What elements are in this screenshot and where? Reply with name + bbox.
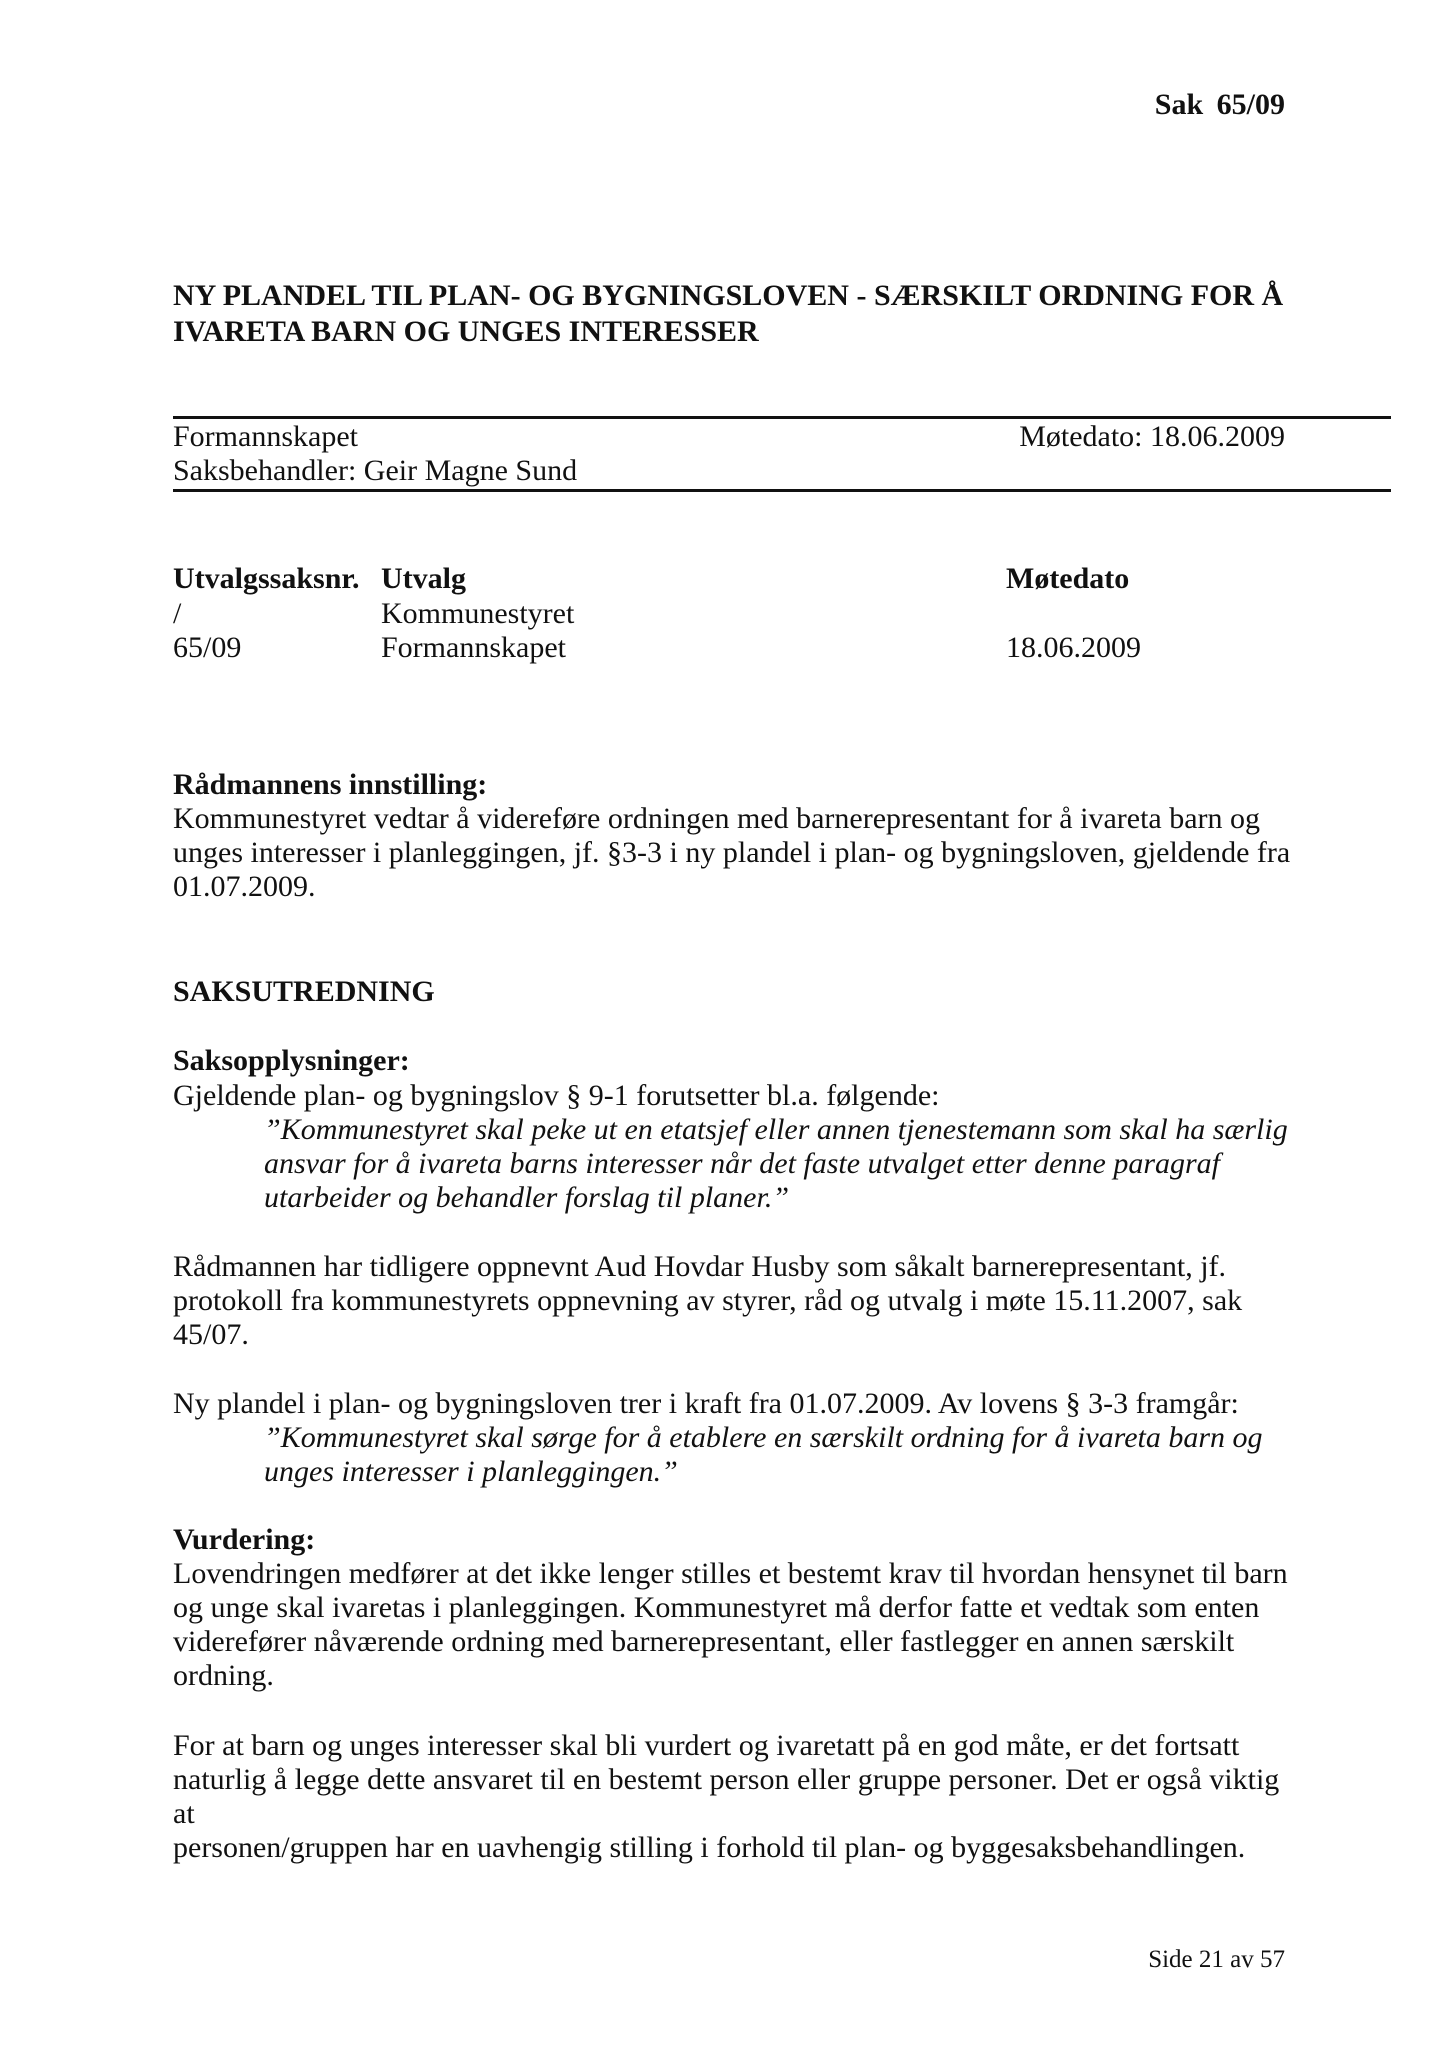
- quote-line: ”Kommunestyret skal sørge for å etablere en særskilt ordning for å ivareta barn og: [264, 1421, 1263, 1454]
- bottom-rule: [173, 489, 1391, 492]
- quote-line: unges interesser i planleggingen.”: [264, 1455, 678, 1488]
- text-line: 01.07.2009.: [173, 870, 316, 903]
- quote-line: ”Kommunestyret skal peke ut en etatsjef eller annen tjenestemann som skal ha særlig: [264, 1113, 1288, 1146]
- title-line: NY PLANDEL TIL PLAN- OG BYGNINGSLOVEN - SÆRSKILT ORDNING FOR Å: [173, 279, 1284, 312]
- quote-line: utarbeider og behandler forslag til planer.”: [264, 1181, 789, 1214]
- facts-heading: Saksopplysninger:: [173, 1044, 410, 1077]
- text-line: Kommunestyret vedtar å videreføre ordningen med barnerepresentant for å ivareta barn og: [173, 802, 1261, 835]
- table-cell-case-number: 65/09: [173, 631, 242, 664]
- meeting-date: Møtedato: 18.06.2009: [1019, 420, 1285, 453]
- text-line: Rådmannen har tidligere oppnevnt Aud Hovdar Husby som såkalt barnerepresentant, jf.: [173, 1250, 1227, 1283]
- committee-name: Formannskapet: [173, 420, 358, 453]
- case-reference: Sak 65/09: [1154, 88, 1285, 121]
- table-cell-meeting-date: 18.06.2009: [1006, 631, 1141, 664]
- text-line: og unge skal ivaretas i planleggingen. Kommunestyret må derfor fatte et vedtak som enten: [173, 1591, 1260, 1624]
- text-line: ordning.: [173, 1659, 274, 1692]
- recommendation-text: [173, 802, 1293, 904]
- text-line: Lovendringen medfører at det ikke lenger stilles et bestemt krav til hvordan hensynet til barn: [173, 1557, 1288, 1590]
- facts-intro: Gjeldende plan- og bygningslov § 9-1 forutsetter bl.a. følgende:: [173, 1079, 940, 1112]
- text-line: protokoll fra kommunestyrets oppnevning av styrer, råd og utvalg i møte 15.11.2007, sak: [173, 1284, 1243, 1317]
- paragraph-new-law: Ny plandel i plan- og bygningsloven trer i kraft fra 01.07.2009. Av lovens § 3-3 framgår:: [173, 1387, 1239, 1420]
- text-line: personen/gruppen har en uavhengig stilling i forhold til plan- og byggesaksbehandlingen.: [173, 1831, 1246, 1864]
- table-cell-case-number: /: [173, 597, 182, 630]
- title-line: IVARETA BARN OG UNGES INTERESSER: [173, 315, 759, 348]
- text-line: 45/07.: [173, 1318, 249, 1351]
- recommendation-heading: Rådmannens innstilling:: [173, 768, 488, 801]
- text-line: For at barn og unges interesser skal bli vurdert og ivaretatt på en god måte, er det fortsatt: [173, 1729, 1240, 1762]
- quote-line: ansvar for å ivareta barns interesser når det faste utvalget etter denne paragraf: [264, 1147, 1221, 1180]
- report-heading: SAKSUTREDNING: [173, 975, 435, 1008]
- text-line: unges interesser i planleggingen, jf. §3-3 i ny plandel i plan- og bygningsloven, gjeldende fra: [173, 836, 1291, 869]
- text-line: naturlig å legge dette ansvaret til en bestemt person eller gruppe personer. Det er også viktig at: [173, 1763, 1280, 1830]
- document-title: [173, 278, 1293, 350]
- table-cell-committee: Kommunestyret: [381, 597, 575, 630]
- case-handler: Saksbehandler: Geir Magne Sund: [173, 454, 578, 487]
- table-header-case-number: Utvalgssaksnr.: [173, 562, 360, 595]
- assessment-heading: Vurdering:: [173, 1523, 316, 1556]
- table-header-committee: Utvalg: [381, 562, 466, 595]
- table-header-meeting-date: Møtedato: [1006, 562, 1130, 595]
- law-quote-2: [264, 1421, 1294, 1489]
- assessment-paragraph-1: [173, 1557, 1293, 1693]
- text-line: viderefører nåværende ordning med barnerepresentant, eller fastlegger en annen særskilt: [173, 1625, 1235, 1658]
- top-rule: [173, 416, 1391, 419]
- paragraph-appointment: [173, 1250, 1293, 1352]
- page-number: Side 21 av 57: [1148, 1946, 1285, 1973]
- assessment-paragraph-2: [173, 1729, 1293, 1865]
- table-cell-committee: Formannskapet: [381, 631, 566, 664]
- law-quote-1: [264, 1113, 1294, 1215]
